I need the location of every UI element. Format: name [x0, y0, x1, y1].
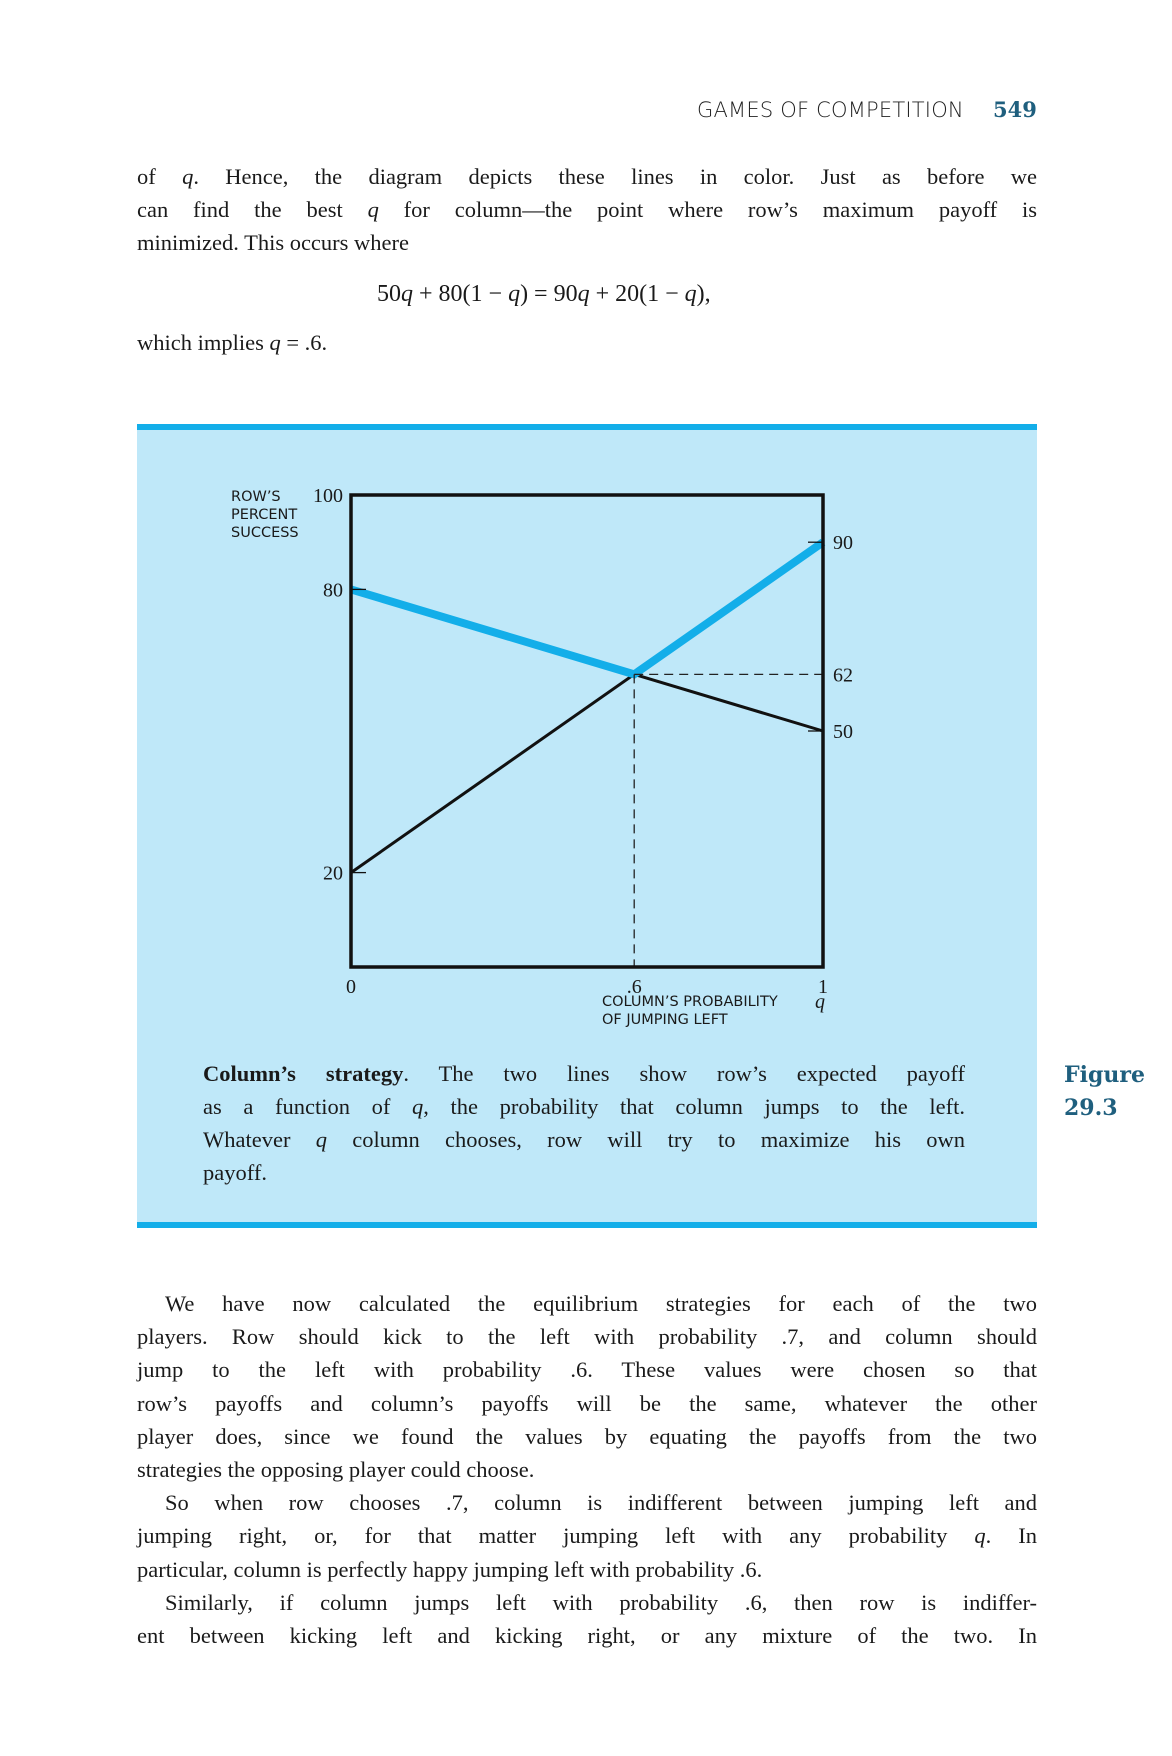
text-line — [137, 1420, 1037, 1453]
plot-frame — [351, 495, 823, 967]
upper-envelope-line — [351, 542, 823, 674]
text-run: payoff. — [203, 1160, 267, 1185]
equation-run: + 20(1 − — [589, 281, 685, 307]
x-tick-label: 1 — [818, 976, 828, 998]
text-run: particular, column is perfectly happy jumping left with probability .6. — [137, 1556, 763, 1582]
text-line — [137, 1486, 1037, 1519]
text-line — [137, 226, 1037, 259]
figure-label — [1064, 1059, 1145, 1125]
caption-line — [203, 1057, 965, 1090]
text-run: strategies the opposing player could choose. — [137, 1457, 535, 1483]
equation-run: + 80(1 − — [413, 281, 509, 307]
text-line — [137, 1586, 1037, 1619]
paragraph-top — [137, 160, 1037, 260]
text-run: player does, since we found the values by equating the payoffs from the two — [137, 1423, 1037, 1449]
y-axis-label-line: ROW’S — [231, 489, 281, 505]
text-run: jump to the left with probability .6. These values were chosen so that — [137, 1357, 1037, 1383]
text-run: . Hence, the diagram depicts these lines in color. Just as before we — [193, 164, 1037, 189]
text-run: for column—the point where row’s maximum payoff is — [378, 197, 1038, 223]
math-var: q — [684, 281, 697, 307]
text-run: as a function of — [203, 1094, 412, 1119]
text-line — [137, 1387, 1037, 1420]
y-tick-label-right: 90 — [833, 532, 853, 555]
implies-suffix: = .6. — [280, 330, 328, 355]
y-tick-label-left: 100 — [313, 485, 343, 507]
implies-line — [137, 326, 1037, 359]
math-var: q — [974, 1523, 986, 1549]
paragraph-bottom — [137, 1287, 1037, 1652]
text-run: row’s payoffs and column’s payoffs will be the same, whatever the other — [137, 1390, 1037, 1416]
text-line — [137, 1619, 1037, 1652]
text-run: players. Row should kick to the left with probability .7, and column should — [137, 1324, 1037, 1350]
math-var: q — [182, 164, 194, 189]
text-line — [137, 1519, 1037, 1552]
math-var: q — [577, 281, 590, 307]
y-tick-label-left: 20 — [323, 862, 343, 885]
caption-line — [203, 1123, 965, 1156]
paragraph-implies — [137, 326, 1037, 359]
y-axis-label-line: PERCENT — [231, 507, 298, 523]
math-var: q — [367, 197, 379, 223]
math-var: q — [401, 281, 413, 307]
text-run: So when row chooses .7, column is indifferent between jumping left and — [165, 1490, 1037, 1516]
equation — [377, 281, 711, 308]
figure-label-number: 29.3 — [1064, 1095, 1118, 1121]
math-var: q — [508, 281, 521, 307]
text-run: of — [137, 164, 183, 189]
x-axis-var: q — [815, 991, 825, 1013]
caption-line — [203, 1090, 965, 1123]
x-axis-label-line: OF JUMPING LEFT — [602, 1012, 728, 1028]
text-line — [137, 193, 1037, 226]
equation-run: 50 — [377, 281, 401, 307]
x-tick-label: 0 — [346, 976, 356, 998]
text-line — [137, 1353, 1037, 1386]
text-run: Whatever — [203, 1127, 316, 1152]
running-head — [0, 98, 1172, 128]
page-number: 549 — [993, 97, 1037, 122]
x-axis-label-line: COLUMN’S PROBABILITY — [602, 994, 778, 1010]
text-run: Similarly, if column jumps left with probability .6, then row is indiffer- — [165, 1589, 1037, 1615]
implies-var: q — [269, 330, 281, 355]
text-run: column chooses, row will try to maximize his own — [326, 1127, 965, 1152]
y-tick-label-left: 80 — [323, 579, 343, 602]
math-var: q — [412, 1094, 424, 1119]
text-run: jumping right, or, for that matter jumping left with any probability — [137, 1523, 975, 1549]
y-tick-label-right: 50 — [833, 721, 853, 743]
equation-run: ) = 90 — [520, 281, 578, 307]
y-axis-label-line: SUCCESS — [231, 525, 299, 541]
math-var: q — [315, 1127, 327, 1152]
caption-title: Column’s strategy — [203, 1061, 404, 1086]
equation-run: ), — [696, 281, 711, 307]
text-line — [137, 1553, 1037, 1586]
x-tick-label: .6 — [626, 976, 642, 998]
text-run: ent between kicking left and kicking right, or any mixture of the two. In — [137, 1623, 1037, 1649]
text-run: . In — [985, 1523, 1037, 1549]
implies-prefix: which implies — [137, 330, 270, 355]
text-run: can find the best — [137, 197, 368, 223]
text-run: , the probability that column jumps to the left. — [423, 1094, 965, 1119]
text-line — [137, 160, 1037, 193]
figure-caption — [203, 1057, 965, 1189]
caption-line — [203, 1156, 965, 1189]
text-line — [137, 1453, 1037, 1486]
text-run: minimized. This occurs where — [137, 230, 410, 256]
equation-text — [377, 281, 711, 307]
text-run: We have now calculated the equilibrium strategies for each of the two — [165, 1291, 1037, 1316]
text-line — [137, 1287, 1037, 1320]
text-run: . The two lines show row’s expected payoff — [403, 1061, 965, 1086]
text-line — [137, 1320, 1037, 1353]
y-tick-label-right: 62 — [833, 664, 853, 687]
running-head-title: GAMES OF COMPETITION — [697, 98, 964, 122]
figure-label-word: Figure — [1064, 1062, 1145, 1088]
